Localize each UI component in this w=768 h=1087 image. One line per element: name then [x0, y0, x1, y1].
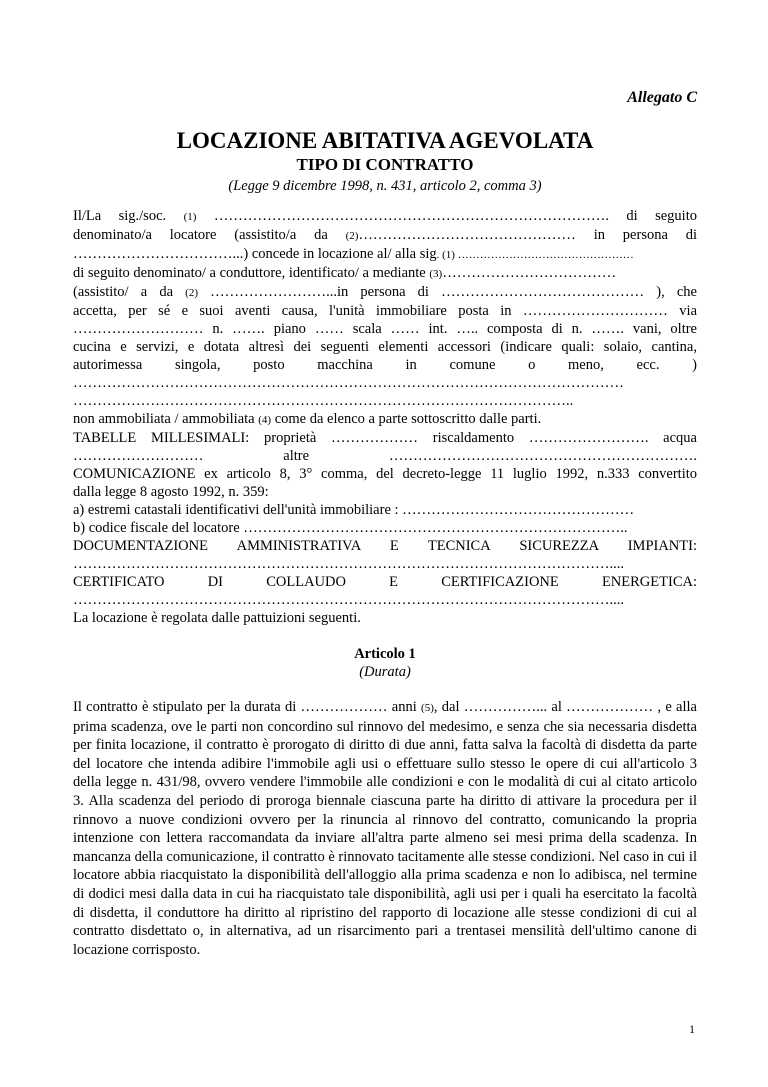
article-text [73, 698, 697, 959]
text: denominato/a locatore (assistito/a da [73, 227, 346, 243]
intro-line: ………………………………………………………………………………………………….... [73, 556, 624, 572]
intro-line: CERTIFICATO DI COLLAUDO E CERTIFICAZIONE ENERGETICA: [73, 574, 697, 590]
article-subtitle: (Durata) [359, 664, 411, 680]
intro-line: b) codice fiscale del locatore …………………………………………………………………….. [73, 520, 628, 536]
text: Il/La sig./soc. [73, 208, 184, 224]
intro-line [73, 264, 697, 283]
text: , dal ……………... al ……………… , e alla prima scadenza, ove le parti non concordino sul rinnovo del medesimo, e senza che sia necessaria disdetta per finita locazione, il contratto è prorogato di diritto di due anni, fatta salva la facoltà di disdetta da parte del locatore che intenda adibire l'immobile agli usi o effettuare sullo stesso le opere di cui all'articolo 3 della legge n. 431/98, ovvero vendere l'immobile alle condizioni e con le modalità di cui al citato articolo 3. Alla scadenza del periodo di proroga biennale ciascuna parte ha diritto di attivare la procedura per il rinnovo a nuove condizioni ovvero per la rinuncia al rinnovo del contratto, comunicando la propria intenzione con lettera raccomandata da inviare all'altra parte almeno sei mesi prima della scadenza. In mancanza della comunicazione, il contratto è rinnovato tacitamente alle stesse condizioni. Nel caso in cui il locatore abbia riacquistato la disponibilità dell'alloggio alla prima scadenza e non lo adibisca, nel termine di dodici mesi dalla data in cui ha riacquistato tale disponibilità, agli usi per i quali ha esercitato la facoltà di disdetta, il conduttore ha diritto al ripristino del rapporto di locazione alle stesse condizioni di cui al contratto disdettato o, in alternativa, ad un risarcimento pari a trentasei mensilità dell'ultimo canone di locazione corrisposto. [73, 699, 697, 958]
intro-line: cucina e servizi, e dotata altresì dei seguenti elementi accessori (indicare quali: solaio, cantina, [73, 339, 697, 355]
footnote-ref: (1) [183, 211, 197, 223]
intro-line [73, 207, 697, 226]
intro-line: a) estremi catastali identificativi dell'unità immobiliare : ………………………………………… [73, 502, 635, 518]
text: Il contratto è stipulato per la durata di ……………… anni [73, 699, 422, 715]
text: (assistito/ a da [73, 284, 186, 300]
intro-line: La locazione è regolata dalle pattuizioni seguenti. [73, 610, 361, 626]
text: ……………………………...) concede in locazione al/ alla sig [73, 246, 437, 262]
document-page [73, 88, 697, 959]
intro-line: …………………………………………………………………………………………………… [73, 375, 624, 391]
text: ……………………...in persona di …………………………………… ), che [197, 284, 697, 300]
intro-line: ……………………… altre ………………………………………………………. [73, 448, 697, 464]
text: come da elenco a parte sottoscritto dalle parti. [271, 411, 542, 427]
footnote-ref: (2) [185, 287, 198, 299]
page-number: 1 [689, 1022, 695, 1036]
intro-line: autorimessa singola, posto macchina in comune o meno, ecc. ) [73, 357, 697, 373]
footnote-ref: (2) [345, 230, 359, 242]
footnote-ref: (4) [258, 414, 272, 426]
intro-section [73, 207, 697, 627]
allegato-label: Allegato C [627, 89, 697, 106]
intro-line: COMUNICAZIONE ex articolo 8, 3° comma, del decreto-legge 11 luglio 1992, n.333 convertito [73, 466, 697, 482]
footnote-ref: (5) [421, 702, 434, 714]
article-title: Articolo 1 [354, 646, 416, 662]
text: ……………………………… [442, 265, 617, 281]
intro-line: accetta, per sé e suoi aventi causa, l'unità immobiliare posta in ………………………… via [73, 303, 697, 319]
intro-line: ………………………………………………………………………………………….. [73, 393, 574, 409]
footnote-ref: . (1) ………………………………………… [436, 249, 634, 261]
intro-line: ……………………… n. ……. piano …… scala …… int. ….. composta di n. ……. vani, oltre [73, 321, 697, 337]
intro-line: ………………………………………………………………………………………………….... [73, 592, 624, 608]
intro-line [73, 410, 697, 429]
intro-line [73, 226, 697, 245]
document-title: LOCAZIONE ABITATIVA AGEVOLATA [176, 128, 594, 153]
intro-line: dalla legge 8 agosto 1992, n. 359: [73, 484, 269, 500]
intro-line [73, 283, 697, 302]
footnote-ref: (3) [429, 268, 443, 280]
intro-line [73, 245, 697, 264]
legge-reference: (Legge 9 dicembre 1998, n. 431, articolo 2, comma 3) [228, 178, 542, 194]
document-subtitle: TIPO DI CONTRATTO [296, 155, 474, 174]
text: di seguito denominato/ a conduttore, identificato/ a mediante [73, 265, 430, 281]
intro-line: DOCUMENTAZIONE AMMINISTRATIVA E TECNICA SICUREZZA IMPIANTI: [73, 538, 697, 554]
text: non ammobiliata / ammobiliata [73, 411, 259, 427]
article-paragraph [73, 698, 697, 959]
text: ……………………………………… in persona di [358, 227, 697, 243]
text: ………………………………………………………………………. di seguito [196, 208, 697, 224]
intro-line: TABELLE MILLESIMALI: proprietà ……………… riscaldamento ……………………. acqua [73, 430, 697, 446]
